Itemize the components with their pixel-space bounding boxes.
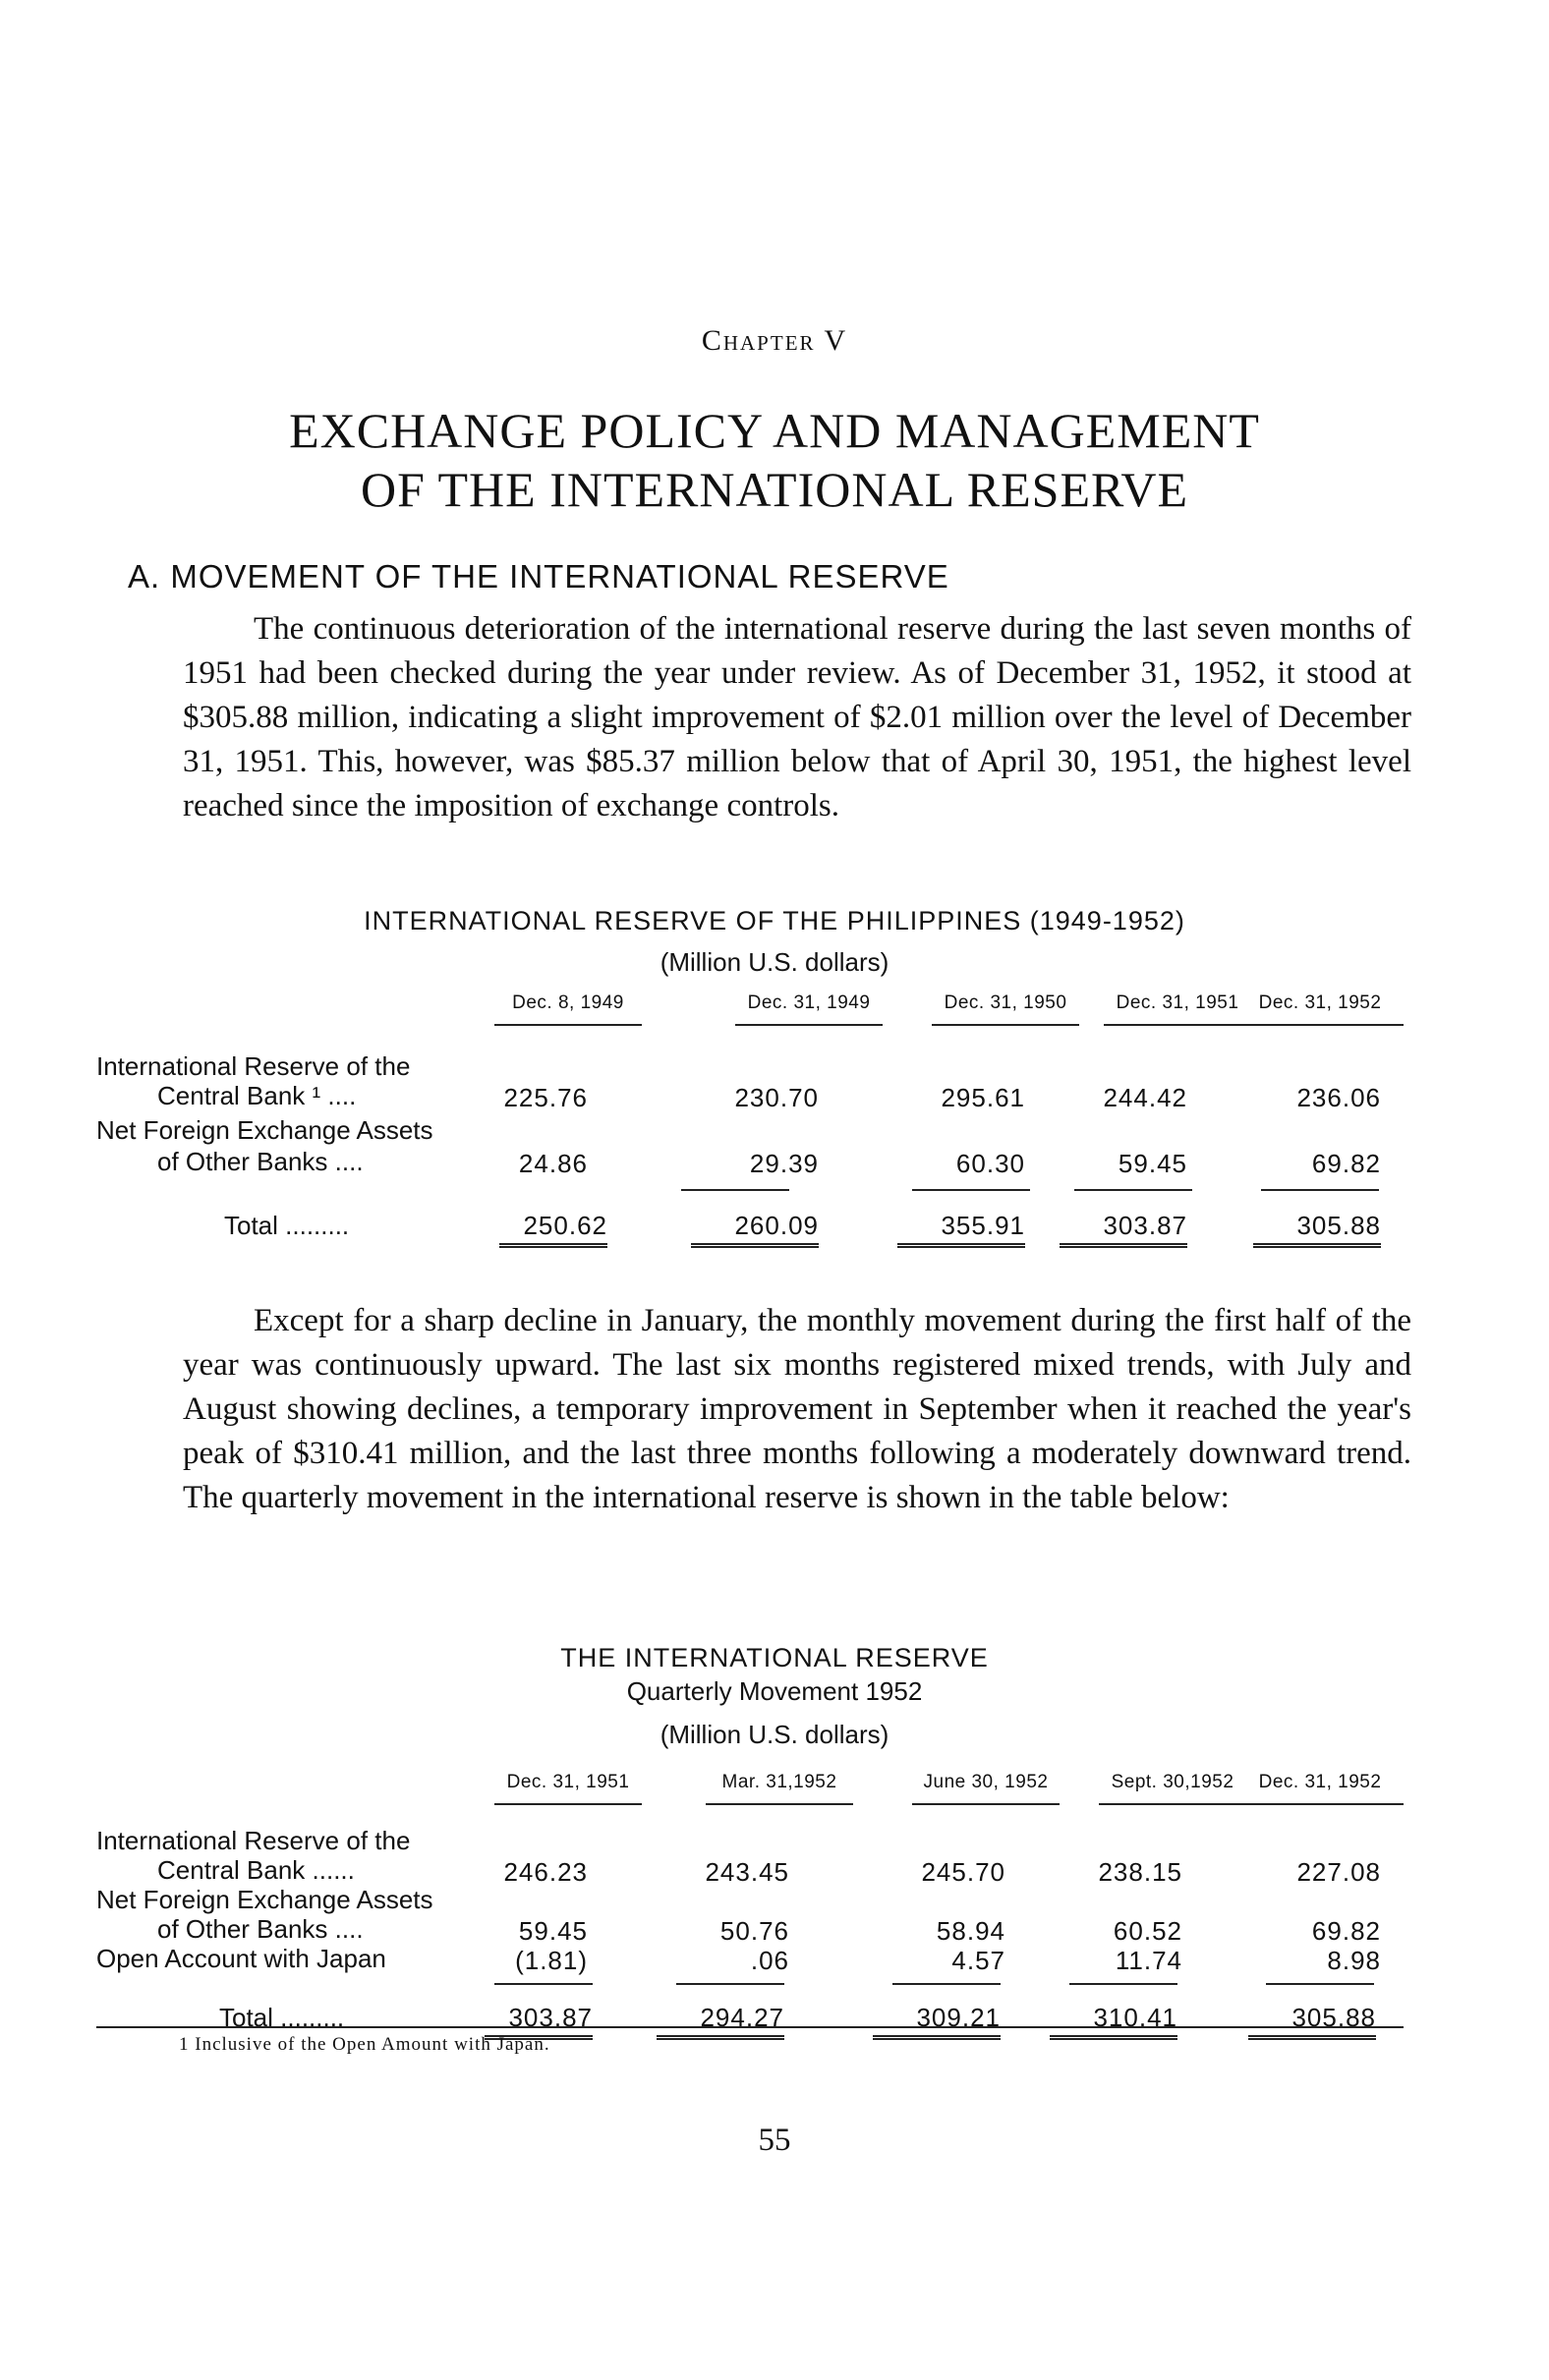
footnote: 1 Inclusive of the Open Amount with Japan. xyxy=(179,2034,550,2055)
paragraph-2 xyxy=(183,1299,1411,1520)
table2 xyxy=(96,1772,1404,2032)
table1-row-label: Central Bank ¹ .... xyxy=(157,1081,357,1110)
table1-cell: 225.76 xyxy=(503,1083,588,1112)
table1-sum-rule xyxy=(1261,1189,1379,1191)
table2-row-label: Open Account with Japan xyxy=(96,1944,386,1973)
table1-total-cell: 303.87 xyxy=(1060,1211,1187,1248)
table1-row-label: International Reserve of the xyxy=(96,1051,411,1081)
table2-subtitle-1: Quarterly Movement 1952 xyxy=(626,1676,923,1706)
table1-row-label: Net Foreign Exchange Assets xyxy=(96,1115,433,1145)
table1 xyxy=(96,992,1404,1277)
chapter-title-line-1: EXCHANGE POLICY AND MANAGEMENT xyxy=(289,403,1260,458)
table2-sum-rule xyxy=(1266,1983,1374,1985)
paragraph-1-text: The continuous deterioration of the international reserve during the last seven months of 1951 had been checked during the year under review. As of December 31, 1952, it stood at $305.88 million, indicating a slight improvement of $2.01 million over the level of December 31, 1951. This, however, was $85.37 million below that of April 30, 1951, the highest level reached since the imposition of exchange controls. xyxy=(183,611,1411,823)
table2-cell: 243.45 xyxy=(705,1857,789,1887)
table1-cell: 59.45 xyxy=(1118,1149,1187,1178)
table2-row-label: Net Foreign Exchange Assets xyxy=(96,1885,433,1914)
table2-row-label: of Other Banks .... xyxy=(157,1914,364,1944)
table2-cell: (1.81) xyxy=(515,1946,588,1975)
table2-sum-rule xyxy=(494,1983,593,1985)
table1-cell: 60.30 xyxy=(955,1149,1025,1178)
table1-col-header: Dec. 31, 1951 xyxy=(1084,992,1271,1026)
table2-total-cell: 310.41 xyxy=(1050,2003,1177,2040)
table2-cell: 227.08 xyxy=(1296,1857,1381,1887)
table2-total-cell: 305.88 xyxy=(1248,2003,1376,2040)
table2-cell: 8.98 xyxy=(1327,1946,1381,1975)
table1-sum-rule xyxy=(1074,1189,1192,1191)
table1-cell: 230.70 xyxy=(734,1083,819,1112)
table2-cell: .06 xyxy=(750,1946,789,1975)
table2-total-cell: 303.87 xyxy=(485,2003,593,2040)
table1-sum-rule xyxy=(681,1189,789,1191)
table2-cell: 69.82 xyxy=(1311,1916,1381,1946)
paragraph-2-text: Except for a sharp decline in January, the monthly movement during the first half of the year was continuously upward. The last six months registered mixed trends, with July and August showing declines, a temporary improvement in September when it reached the year's peak of $310.41 million, and the last three months following a moderately downward trend. The quarterly movement in the international reserve is shown in the table below: xyxy=(183,1303,1411,1515)
table1-title: INTERNATIONAL RESERVE OF THE PHILIPPINES (1949-1952) xyxy=(364,906,1185,935)
table2-subtitle-2: (Million U.S. dollars) xyxy=(660,1720,889,1749)
paragraph-1 xyxy=(183,607,1411,828)
table2-title: THE INTERNATIONAL RESERVE xyxy=(560,1643,989,1672)
table2-cell: 238.15 xyxy=(1098,1857,1182,1887)
table1-cell: 69.82 xyxy=(1311,1149,1381,1178)
table1-row-label: of Other Banks .... xyxy=(157,1147,364,1176)
table2-col-header: June 30, 1952 xyxy=(892,1772,1079,1805)
table2-row-label: International Reserve of the xyxy=(96,1826,411,1855)
table2-col-header: Sept. 30,1952 xyxy=(1079,1772,1266,1805)
table2-col-header: Dec. 31, 1951 xyxy=(475,1772,661,1805)
chapter-title xyxy=(0,401,1549,519)
table1-cell: 24.86 xyxy=(518,1149,588,1178)
table2-sum-rule xyxy=(1069,1983,1177,1985)
table1-cell: 236.06 xyxy=(1296,1083,1381,1112)
chapter-label: Chapter V xyxy=(701,324,848,357)
table1-total-cell: 260.09 xyxy=(691,1211,819,1248)
table1-total-cell: 250.62 xyxy=(499,1211,607,1248)
table2-cell: 50.76 xyxy=(719,1916,789,1946)
table1-cell: 29.39 xyxy=(749,1149,819,1178)
table1-col-header: Dec. 8, 1949 xyxy=(475,992,661,1026)
table2-total-label: Total ......... xyxy=(219,2003,345,2032)
table2-total-cell: 294.27 xyxy=(657,2003,784,2040)
table2-cell: 246.23 xyxy=(503,1857,588,1887)
table1-total-cell: 355.91 xyxy=(897,1211,1025,1248)
table2-sum-rule xyxy=(892,1983,1001,1985)
footnote-rule xyxy=(96,2026,1404,2028)
table1-col-header: Dec. 31, 1949 xyxy=(716,992,902,1026)
table1-cell: 295.61 xyxy=(941,1083,1025,1112)
table2-col-header: Mar. 31,1952 xyxy=(686,1772,873,1805)
table2-sum-rule xyxy=(676,1983,784,1985)
table2-col-header: Dec. 31, 1952 xyxy=(1227,1772,1413,1805)
table2-cell: 60.52 xyxy=(1113,1916,1182,1946)
table1-total-label: Total ......... xyxy=(224,1211,350,1240)
table2-cell: 4.57 xyxy=(951,1946,1005,1975)
page-number: 55 xyxy=(758,2123,791,2158)
chapter-title-line-2: OF THE INTERNATIONAL RESERVE xyxy=(360,462,1188,517)
table1-subtitle: (Million U.S. dollars) xyxy=(660,947,889,977)
table1-col-header: Dec. 31, 1952 xyxy=(1227,992,1413,1026)
table2-cell: 58.94 xyxy=(936,1916,1005,1946)
table1-sum-rule xyxy=(912,1189,1030,1191)
table2-cell: 245.70 xyxy=(921,1857,1005,1887)
table2-cell: 59.45 xyxy=(518,1916,588,1946)
table1-total-cell: 305.88 xyxy=(1253,1211,1381,1248)
table2-row-label: Central Bank ...... xyxy=(157,1855,355,1885)
table1-cell: 244.42 xyxy=(1103,1083,1187,1112)
table1-col-header: Dec. 31, 1950 xyxy=(912,992,1099,1026)
table2-cell: 11.74 xyxy=(1115,1946,1182,1975)
section-heading: A. MOVEMENT OF THE INTERNATIONAL RESERVE xyxy=(128,558,949,595)
table2-total-cell: 309.21 xyxy=(873,2003,1001,2040)
